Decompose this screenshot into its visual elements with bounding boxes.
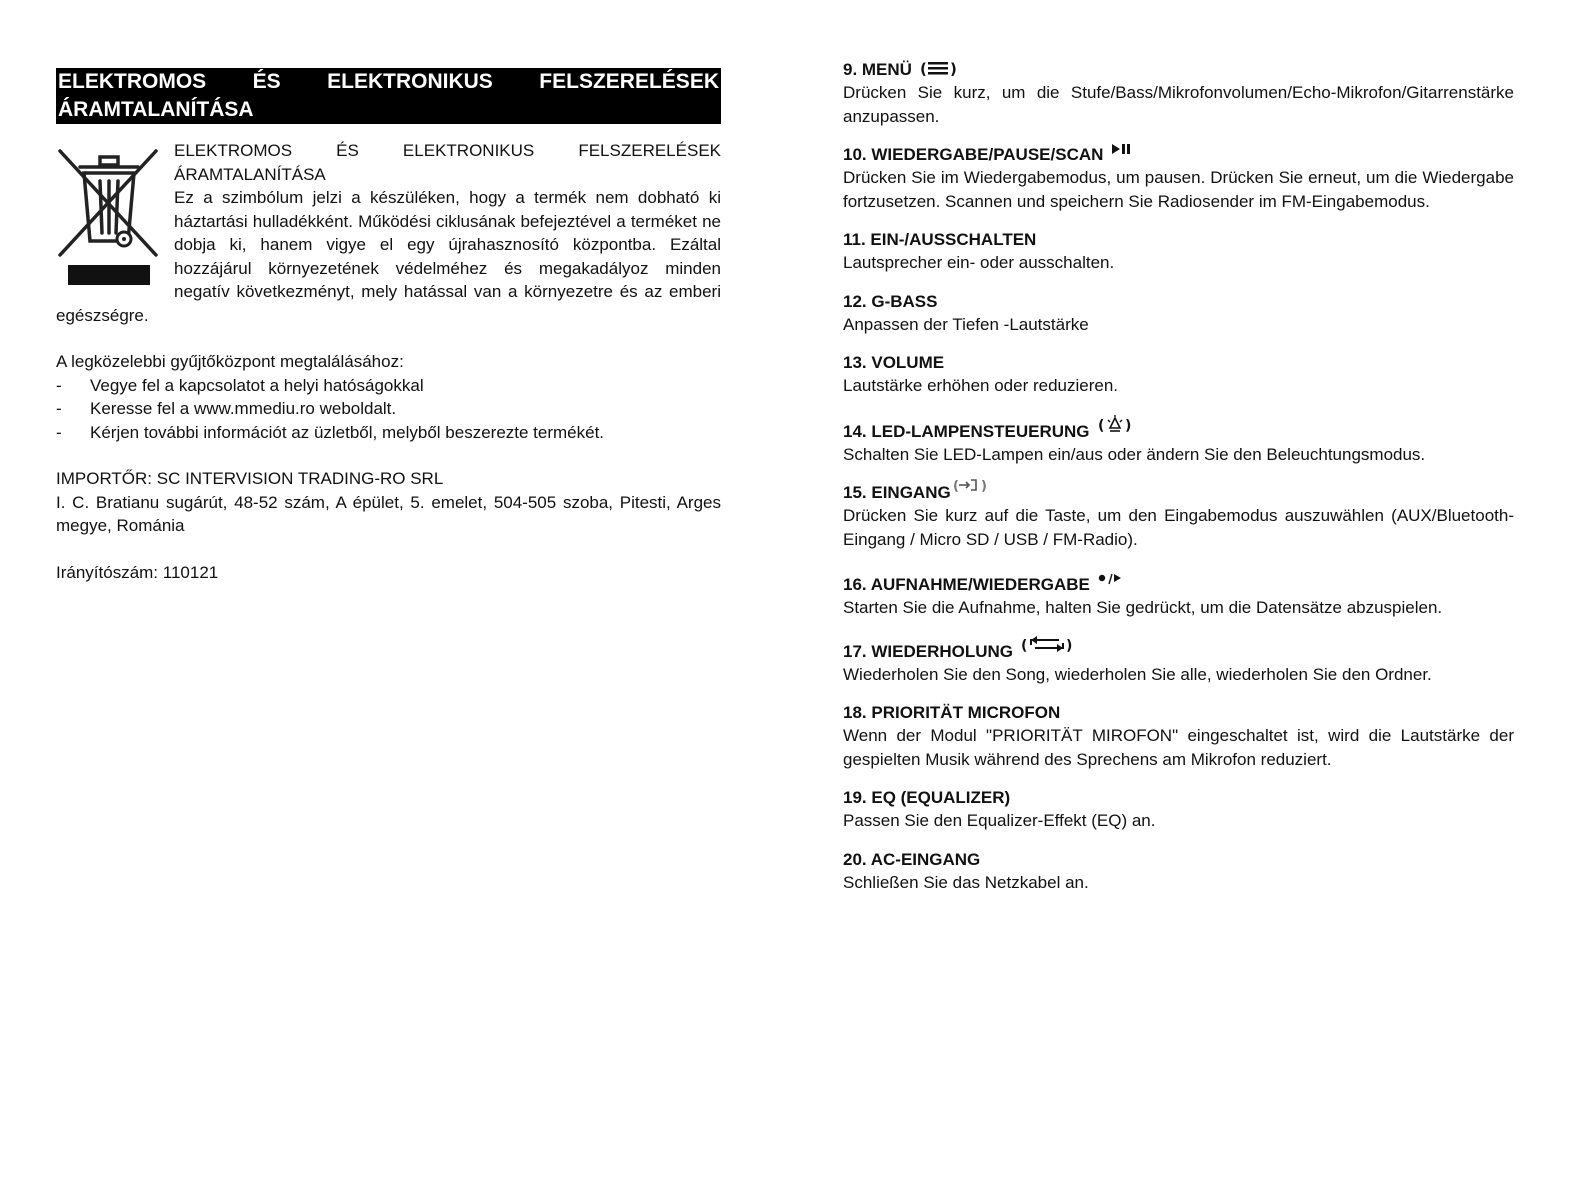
collection-intro: A legközelebbi gyűjtőközpont megtalálásához: (56, 352, 404, 371)
section-description: Drücken Sie kurz, um die Stufe/Bass/Mikrofonvolumen/Echo-Mikrofon/Gitarrenstärke anzupassen. (843, 83, 1514, 126)
section-description: Drücken Sie kurz auf die Taste, um den Eingabemodus auszuwählen (AUX/Bluetooth-Eingang / Micro SD / USB / FM-Radio). (843, 506, 1514, 549)
section-record-play (843, 573, 1514, 620)
play-pause-icon (1111, 143, 1133, 159)
section-description: Passen Sie den Equalizer-Effekt (EQ) an. (843, 811, 1156, 830)
section-title-text: 18. PRIORITÄT MICROFON (843, 703, 1061, 722)
section-description: Starten Sie die Aufnahme, halten Sie gedrückt, um die Datensätze abzuspielen. (843, 598, 1443, 617)
section-title (843, 290, 1514, 313)
right-column (843, 58, 1514, 909)
disposal-banner-heading: ELEKTROMOS ÉS ELEKTRONIKUS FELSZERELÉSEK ÁRAMTALANÍTÁSA (56, 68, 721, 124)
svg-text:): ) (949, 60, 957, 78)
svg-text:): ) (1066, 637, 1073, 654)
section-title-text: 13. VOLUME (843, 353, 945, 372)
section-power (843, 228, 1514, 275)
section-description: Lautsprecher ein- oder ausschalten. (843, 253, 1115, 272)
section-title (843, 481, 1514, 504)
weee-block (56, 139, 721, 327)
list-dash: - (56, 422, 62, 442)
section-title (843, 573, 1514, 596)
section-input (843, 481, 1514, 551)
section-description: Schalten Sie LED-Lampen ein/aus oder ändern Sie den Beleuchtungsmodus. (843, 444, 1426, 464)
section-description: Drücken Sie im Wiedergabemodus, um pausen. Drücken Sie erneut, um die Wiedergabe fortzusetzen. Scannen und speichern Sie Radiosender im FM-Eingabemodus. (843, 168, 1514, 211)
list-item-text: Keresse fel a www.mmediu.ro weboldalt. (90, 399, 397, 418)
section-title (843, 786, 1514, 809)
section-title-text: 17. WIEDERHOLUNG (843, 641, 1014, 661)
section-eq (843, 786, 1514, 833)
section-title-text: 9. MENÜ (843, 60, 912, 79)
list-dash: - (56, 375, 62, 395)
record-play-icon (1098, 573, 1124, 587)
section-title-text: 11. EIN-/AUSSCHALTEN (843, 230, 1037, 249)
importer-address: I. C. Bratianu sugárút, 48-52 szám, A épület, 5. emelet, 504-505 szoba, Pitesti, Arges megye, Románia (56, 492, 721, 535)
section-description: Schließen Sie das Netzkabel an. (843, 872, 1089, 892)
menu-icon (920, 58, 960, 78)
list-item-text: Vegye fel a kapcsolatot a helyi hatóságokkal (90, 375, 424, 395)
postal-code: Irányítószám: 110121 (56, 562, 219, 582)
input-icon (953, 477, 989, 495)
weee-description: Ez a szimbólum jelzi a készüléken, hogy a termék nem dobható ki háztartási hulladékként. Működési ciklusának befejeztével a terméket ne dobja ki, hanem vigye el egy újrahasznosító központba. Ezáltal hozzájárul környezetének védelméhez és megakadályoz minden negatív következményt, mely hatással van a környezetre és az emberi egészségre. (56, 188, 721, 325)
section-title (843, 351, 1514, 374)
section-menu (843, 58, 1514, 128)
svg-text:(: ( (952, 479, 959, 494)
section-g-bass (843, 290, 1514, 337)
svg-text:(: ( (1097, 417, 1104, 434)
svg-text:): ) (1124, 417, 1131, 434)
section-title (843, 143, 1514, 166)
section-description: Lautstärke erhöhen oder reduzieren. (843, 376, 1119, 395)
section-description: Anpassen der Tiefen -Lautstärke (843, 314, 1089, 334)
list-item (56, 397, 721, 421)
weee-title-line1: ELEKTROMOS ÉS ELEKTRONIKUS FELSZERELÉSEK (174, 141, 721, 160)
crossed-out-bin-icon (56, 143, 164, 291)
section-title-text: 10. WIEDERGABE/PAUSE/SCAN (843, 145, 1104, 164)
list-item (56, 374, 721, 398)
svg-text:): ) (980, 479, 987, 494)
list-item-text: Kérjen további információt az üzletből, melyből beszerezte termékét. (90, 422, 605, 442)
importer-name: IMPORTŐR: SC INTERVISION TRADING-RO SRL (56, 469, 444, 488)
section-repeat (843, 637, 1514, 687)
section-title-text: 12. G-BASS (843, 291, 938, 311)
left-column (56, 68, 721, 584)
section-title-text: 20. AC-EINGANG (843, 849, 981, 869)
list-dash: - (56, 399, 62, 418)
section-mic-priority (843, 701, 1514, 771)
section-title (843, 637, 1514, 663)
section-title-text: 16. AUFNAHME/WIEDERGABE (843, 575, 1090, 594)
section-title-text: 19. EQ (EQUALIZER) (843, 788, 1011, 807)
section-description: Wenn der Modul "PRIORITÄT MIROFON" eingeschaltet ist, wird die Lautstärke der gespielten Musik während des Sprechens am Mikrofon reduziert. (843, 726, 1514, 769)
section-title (843, 848, 1514, 871)
section-description: Wiederholen Sie den Song, wiederholen Sie alle, wiederholen Sie den Ordner. (843, 664, 1432, 684)
svg-text:(: ( (919, 60, 927, 78)
section-title (843, 228, 1514, 251)
section-title-text: 14. LED-LAMPENSTEUERUNG (843, 421, 1090, 441)
section-volume (843, 351, 1514, 398)
section-led-control (843, 417, 1514, 467)
repeat-icon (1021, 635, 1073, 655)
weee-title-line2: ÁRAMTALANÍTÁSA (174, 164, 326, 184)
section-title-text: 15. EINGANG (843, 483, 951, 502)
lamp-icon (1098, 414, 1132, 436)
section-title (843, 417, 1514, 443)
section-play-pause-scan (843, 143, 1514, 213)
section-title (843, 58, 1514, 81)
svg-text:(: ( (1021, 637, 1028, 654)
section-ac-input (843, 848, 1514, 895)
list-item (56, 421, 721, 445)
section-title (843, 701, 1514, 724)
